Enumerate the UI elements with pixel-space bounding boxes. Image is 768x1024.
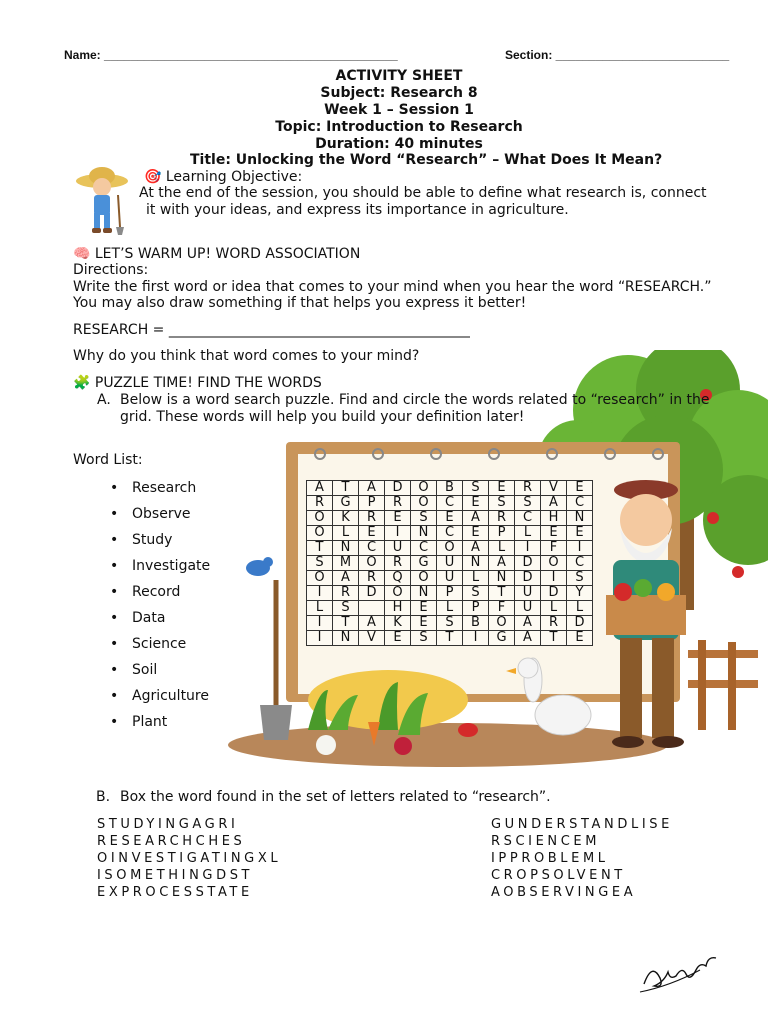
letter-set-left-2[interactable]: RESEARCHCHES xyxy=(97,834,246,849)
grid-cell[interactable]: T xyxy=(541,631,567,646)
grid-cell[interactable]: A xyxy=(359,616,385,631)
signature xyxy=(638,950,720,996)
grid-cell[interactable]: C xyxy=(411,541,437,556)
grid-cell[interactable]: S xyxy=(489,496,515,511)
grid-cell[interactable]: S xyxy=(437,616,463,631)
list-item: • Science xyxy=(110,636,212,653)
letter-set-left-5[interactable]: EXPROCESSTATE xyxy=(97,885,253,900)
part-a-line-1: Below is a word search puzzle. Find and circle the words related to “research” in the xyxy=(120,392,710,408)
grid-cell[interactable]: O xyxy=(307,511,333,526)
grid-row xyxy=(307,481,593,496)
grid-cell[interactable]: N xyxy=(333,541,359,556)
grid-cell[interactable]: L xyxy=(437,601,463,616)
warmup-heading: 🧠 LET’S WARM UP! WORD ASSOCIATION xyxy=(73,246,361,262)
grid-cell[interactable]: A xyxy=(359,481,385,496)
grid-cell[interactable]: O xyxy=(411,496,437,511)
grid-cell[interactable]: N xyxy=(411,526,437,541)
grid-cell[interactable]: R xyxy=(541,616,567,631)
list-item: • Research xyxy=(110,480,212,497)
grid-cell[interactable]: C xyxy=(567,556,593,571)
letter-set-right-5[interactable]: AOBSERVINGEA xyxy=(491,885,637,900)
grid-cell[interactable]: R xyxy=(333,586,359,601)
grid-cell[interactable]: R xyxy=(385,556,411,571)
letter-set-right-4[interactable]: CROPSOLVENT xyxy=(491,868,626,883)
grid-cell[interactable]: T xyxy=(333,481,359,496)
grid-cell[interactable]: D xyxy=(515,571,541,586)
list-item: • Observe xyxy=(110,506,212,523)
grid-cell[interactable]: I xyxy=(385,526,411,541)
grid-row xyxy=(307,616,593,631)
word-search-grid xyxy=(306,480,593,646)
grid-cell[interactable]: S xyxy=(463,481,489,496)
letter-set-right-2[interactable]: RSCIENCEM xyxy=(491,834,601,849)
grid-cell[interactable]: R xyxy=(385,496,411,511)
grid-cell[interactable]: I xyxy=(307,631,333,646)
grid-cell[interactable]: E xyxy=(567,481,593,496)
grid-cell[interactable]: I xyxy=(307,616,333,631)
grid-row xyxy=(307,496,593,511)
grid-cell[interactable]: E xyxy=(567,631,593,646)
grid-cell[interactable]: K xyxy=(385,616,411,631)
grid-cell[interactable]: V xyxy=(541,481,567,496)
word-list xyxy=(110,480,220,742)
part-b-instruction: Box the word found in the set of letters related to “research”. xyxy=(120,789,551,805)
grid-cell[interactable]: E xyxy=(463,526,489,541)
objective-heading: 🎯 Learning Objective: xyxy=(144,169,303,185)
list-item: • Study xyxy=(110,532,212,549)
grid-cell[interactable]: E xyxy=(411,616,437,631)
grid-cell[interactable]: U xyxy=(437,556,463,571)
list-item: • Investigate xyxy=(110,558,212,575)
grid-cell[interactable]: C xyxy=(437,496,463,511)
letter-set-right-1[interactable]: GUNDERSTANDLISE xyxy=(491,817,673,832)
grid-cell[interactable]: T xyxy=(437,631,463,646)
grid-cell[interactable]: D xyxy=(567,616,593,631)
grid-cell[interactable]: T xyxy=(333,616,359,631)
grid-cell[interactable]: G xyxy=(489,631,515,646)
grid-cell[interactable]: L xyxy=(541,601,567,616)
grid-cell[interactable]: I xyxy=(307,586,333,601)
grid-row xyxy=(307,571,593,586)
grid-cell[interactable]: I xyxy=(463,631,489,646)
grid-row xyxy=(307,511,593,526)
grid-cell[interactable]: E xyxy=(385,631,411,646)
grid-cell[interactable]: U xyxy=(437,571,463,586)
grid-cell[interactable]: L xyxy=(489,541,515,556)
letter-set-left-4[interactable]: ISOMETHINGDST xyxy=(97,868,254,883)
duration-line: Duration: 40 minutes xyxy=(315,136,483,152)
grid-cell[interactable]: O xyxy=(411,571,437,586)
grid-cell[interactable]: N xyxy=(489,571,515,586)
list-item: • Plant xyxy=(110,714,212,731)
grid-cell[interactable]: N xyxy=(463,556,489,571)
grid-row xyxy=(307,631,593,646)
why-question: Why do you think that word comes to your mind? xyxy=(73,348,420,364)
grid-cell[interactable]: U xyxy=(515,601,541,616)
grid-cell[interactable]: G xyxy=(333,496,359,511)
grid-cell[interactable]: E xyxy=(489,481,515,496)
grid-cell[interactable]: L xyxy=(515,526,541,541)
grid-cell[interactable]: S xyxy=(307,556,333,571)
grid-cell[interactable]: O xyxy=(307,571,333,586)
grid-cell[interactable]: L xyxy=(463,571,489,586)
grid-row xyxy=(307,541,593,556)
grid-cell[interactable]: P xyxy=(437,586,463,601)
grid-cell[interactable]: R xyxy=(307,496,333,511)
grid-cell[interactable]: A xyxy=(541,496,567,511)
grid-cell[interactable]: D xyxy=(515,556,541,571)
grid-row xyxy=(307,586,593,601)
grid-cell[interactable]: L xyxy=(567,601,593,616)
grid-cell[interactable]: N xyxy=(333,631,359,646)
grid-cell[interactable]: R xyxy=(489,511,515,526)
grid-cell[interactable]: B xyxy=(463,616,489,631)
objective-line-2: it with your ideas, and express its importance in agriculture. xyxy=(146,202,569,218)
grid-cell[interactable]: S xyxy=(463,586,489,601)
grid-cell[interactable]: P xyxy=(489,526,515,541)
grid-cell[interactable]: V xyxy=(359,631,385,646)
grid-cell[interactable]: U xyxy=(515,586,541,601)
grid-cell[interactable]: O xyxy=(437,541,463,556)
grid-cell[interactable]: K xyxy=(333,511,359,526)
grid-cell[interactable]: F xyxy=(541,541,567,556)
grid-cell[interactable]: E xyxy=(411,601,437,616)
grid-cell[interactable]: C xyxy=(437,526,463,541)
grid-cell[interactable]: G xyxy=(411,556,437,571)
grid-cell[interactable]: Q xyxy=(385,571,411,586)
grid-cell[interactable]: M xyxy=(333,556,359,571)
grid-cell[interactable]: L xyxy=(307,601,333,616)
letter-set-right-3[interactable]: IPPROBLEML xyxy=(491,851,609,866)
grid-cell[interactable]: D xyxy=(541,586,567,601)
grid-cell[interactable]: C xyxy=(359,541,385,556)
list-item: • Record xyxy=(110,584,212,601)
grid-cell[interactable]: O xyxy=(489,616,515,631)
grid-row xyxy=(307,526,593,541)
grid-cell[interactable]: R xyxy=(359,571,385,586)
week-line: Week 1 – Session 1 xyxy=(324,102,474,118)
grid-cell[interactable]: H xyxy=(541,511,567,526)
grid-cell[interactable] xyxy=(359,601,385,616)
grid-cell[interactable]: E xyxy=(437,511,463,526)
grid-cell[interactable]: U xyxy=(385,541,411,556)
grid-cell[interactable]: I xyxy=(541,571,567,586)
grid-cell[interactable]: S xyxy=(515,496,541,511)
grid-cell[interactable]: C xyxy=(515,511,541,526)
grid-row xyxy=(307,556,593,571)
grid-cell[interactable]: A xyxy=(489,556,515,571)
warmup-line-2: You may also draw something if that helps you express it better! xyxy=(73,295,527,311)
word-list-label: Word List: xyxy=(73,452,143,468)
grid-cell[interactable]: F xyxy=(489,601,515,616)
activity-title: Title: Unlocking the Word “Research” – What Does It Mean? xyxy=(190,152,663,168)
grid-cell[interactable]: P xyxy=(359,496,385,511)
grid-cell[interactable]: I xyxy=(515,541,541,556)
grid-cell[interactable]: E xyxy=(567,526,593,541)
kid-farmer-illustration xyxy=(72,165,134,237)
grid-cell[interactable]: Y xyxy=(567,586,593,601)
grid-cell[interactable]: A xyxy=(333,571,359,586)
grid-cell[interactable]: D xyxy=(385,481,411,496)
objective-line-1: At the end of the session, you should be able to define what research is, connect xyxy=(139,185,707,201)
grid-cell[interactable]: S xyxy=(411,511,437,526)
grid-cell[interactable]: C xyxy=(567,496,593,511)
grid-cell[interactable]: E xyxy=(541,526,567,541)
grid-cell[interactable]: A xyxy=(307,481,333,496)
grid-cell[interactable]: E xyxy=(359,526,385,541)
grid-cell[interactable]: A xyxy=(463,541,489,556)
grid-cell[interactable]: H xyxy=(385,601,411,616)
topic-line: Topic: Introduction to Research xyxy=(275,119,523,135)
grid-row xyxy=(307,601,593,616)
letter-set-left-1[interactable]: STUDYINGAGRI xyxy=(97,817,239,832)
grid-cell[interactable]: N xyxy=(411,586,437,601)
subject-line: Subject: Research 8 xyxy=(320,85,478,101)
grid-cell[interactable]: I xyxy=(567,541,593,556)
grid-cell[interactable]: A xyxy=(515,616,541,631)
grid-cell[interactable]: S xyxy=(333,601,359,616)
grid-cell[interactable]: O xyxy=(385,586,411,601)
grid-cell[interactable]: S xyxy=(411,631,437,646)
section-field[interactable]: Section: __________________________ xyxy=(505,48,730,62)
list-item: • Data xyxy=(110,610,212,627)
grid-cell[interactable]: O xyxy=(541,556,567,571)
puzzle-heading: 🧩 PUZZLE TIME! FIND THE WORDS xyxy=(73,375,322,391)
grid-cell[interactable]: N xyxy=(567,511,593,526)
letter-set-left-3[interactable]: OINVESTIGATINGXL xyxy=(97,851,282,866)
sheet-title: ACTIVITY SHEET xyxy=(335,68,463,84)
grid-cell[interactable]: T xyxy=(489,586,515,601)
warmup-line-1: Write the first word or idea that comes to your mind when you hear the word “RESEARCH.” xyxy=(73,279,712,295)
research-answer-blank[interactable]: RESEARCH = ___________________________________________ xyxy=(73,322,470,338)
part-a-line-2: grid. These words will help you build your definition later! xyxy=(120,409,525,425)
warmup-directions-label: Directions: xyxy=(73,262,149,278)
grid-cell[interactable]: A xyxy=(515,631,541,646)
grid-cell[interactable]: D xyxy=(359,586,385,601)
grid-cell[interactable]: E xyxy=(385,511,411,526)
grid-cell[interactable]: P xyxy=(463,601,489,616)
grid-cell[interactable]: L xyxy=(333,526,359,541)
grid-cell[interactable]: O xyxy=(307,526,333,541)
grid-cell[interactable]: B xyxy=(437,481,463,496)
part-a-label: A. xyxy=(97,392,111,408)
list-item: • Soil xyxy=(110,662,212,679)
name-field[interactable]: Name: ____________________________________________ xyxy=(64,48,398,62)
grid-cell[interactable]: O xyxy=(411,481,437,496)
grid-cell[interactable]: S xyxy=(567,571,593,586)
grid-cell[interactable]: T xyxy=(307,541,333,556)
grid-cell[interactable]: E xyxy=(463,496,489,511)
grid-cell[interactable]: R xyxy=(515,481,541,496)
list-item: • Agriculture xyxy=(110,688,212,705)
grid-cell[interactable]: R xyxy=(359,511,385,526)
part-b-label: B. xyxy=(96,789,111,805)
grid-cell[interactable]: O xyxy=(359,556,385,571)
grid-cell[interactable]: A xyxy=(463,511,489,526)
